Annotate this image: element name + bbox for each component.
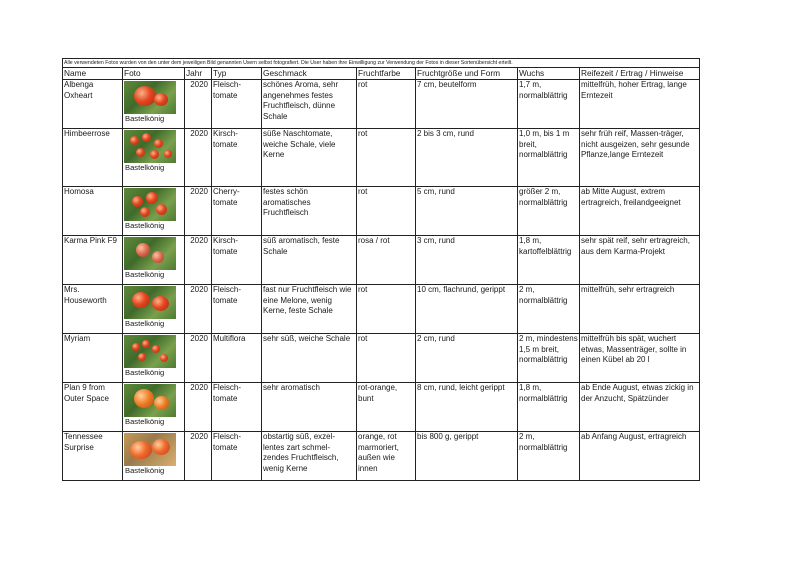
variety-name: Plan 9 from Outer Space <box>63 383 123 432</box>
notes: sehr spät reif, sehr ertragreich, aus dem Karma-Projekt <box>580 236 700 285</box>
header-foto: Foto <box>123 68 185 80</box>
photo-cell <box>123 383 185 432</box>
fruit-color: rot-orange, bunt <box>357 383 416 432</box>
notes: sehr früh reif, Massen-träger, nicht ausgeizen, sehr gesunde Pflanze,lange Erntezeit <box>580 129 700 187</box>
tomato-photo <box>124 188 176 221</box>
table-row <box>63 285 700 334</box>
variety-name: Mrs. Houseworth <box>63 285 123 334</box>
taste: fast nur Fruchtfleisch wie eine Melone, wenig Kerne, feste Schale <box>262 285 357 334</box>
header-jahr: Jahr <box>185 68 212 80</box>
type: Fleisch-tomate <box>212 80 262 129</box>
photo-cell <box>123 129 185 187</box>
taste: festes schön aromatisches Fruchtfleisch <box>262 187 357 236</box>
header-geschmack: Geschmack <box>262 68 357 80</box>
table-row <box>63 187 700 236</box>
growth: 2 m, normalblättrig <box>518 432 580 481</box>
header-typ: Typ <box>212 68 262 80</box>
table-row <box>63 432 700 481</box>
fruit-color: rot <box>357 80 416 129</box>
fruit-size: 8 cm, rund, leicht gerippt <box>416 383 518 432</box>
notes: ab Ende August, etwas zickig in der Anzucht, Spätzünder <box>580 383 700 432</box>
type: Multiflora <box>212 334 262 383</box>
fruit-size: 5 cm, rund <box>416 187 518 236</box>
photo-cell <box>123 80 185 129</box>
notes: mittelfrüh, hoher Ertrag, lange Erntezeit <box>580 80 700 129</box>
header-wuchs: Wuchs <box>518 68 580 80</box>
fruit-size: 3 cm, rund <box>416 236 518 285</box>
year: 2020 <box>185 187 212 236</box>
notes: ab Anfang August, ertragreich <box>580 432 700 481</box>
variety-name: Myriam <box>63 334 123 383</box>
table-row <box>63 80 700 129</box>
type: Cherry-tomate <box>212 187 262 236</box>
growth: 1,8 m, kartoffelblättrig <box>518 236 580 285</box>
photo-credit: Bastelkönig <box>125 368 165 377</box>
photo-credit: Bastelkönig <box>125 163 165 172</box>
fruit-size: 2 cm, rund <box>416 334 518 383</box>
fruit-color: orange, rot marmoriert, außen wie innen <box>357 432 416 481</box>
photo-cell <box>123 285 185 334</box>
variety-name: Homosa <box>63 187 123 236</box>
photo-cell <box>123 432 185 481</box>
year: 2020 <box>185 334 212 383</box>
photo-cell <box>123 187 185 236</box>
variety-table <box>62 58 700 481</box>
photo-note-row <box>63 59 700 68</box>
notes: mittelfrüh, sehr ertragreich <box>580 285 700 334</box>
tomato-photo <box>124 335 176 368</box>
photo-credit: Bastelkönig <box>125 114 165 123</box>
year: 2020 <box>185 129 212 187</box>
tomato-photo <box>124 286 176 319</box>
fruit-color: rosa / rot <box>357 236 416 285</box>
table-row <box>63 383 700 432</box>
taste: süß aromatisch, feste Schale <box>262 236 357 285</box>
taste: süße Naschtomate, weiche Schale, viele Kerne <box>262 129 357 187</box>
year: 2020 <box>185 432 212 481</box>
header-fruchtfarbe: Fruchtfarbe <box>357 68 416 80</box>
fruit-size: 2 bis 3 cm, rund <box>416 129 518 187</box>
growth: 2 m, normalblättrig <box>518 285 580 334</box>
photo-credit: Bastelkönig <box>125 221 165 230</box>
variety-name: Tennessee Surprise <box>63 432 123 481</box>
taste: sehr aromatisch <box>262 383 357 432</box>
growth: 2 m, mindestens 1,5 m breit, normalblättrig <box>518 334 580 383</box>
header-name: Name <box>63 68 123 80</box>
variety-name: Albenga Oxheart <box>63 80 123 129</box>
taste: sehr süß, weiche Schale <box>262 334 357 383</box>
type: Kirsch-tomate <box>212 236 262 285</box>
table-row <box>63 236 700 285</box>
fruit-color: rot <box>357 187 416 236</box>
tomato-photo <box>124 130 176 163</box>
year: 2020 <box>185 80 212 129</box>
photo-credit: Bastelkönig <box>125 417 165 426</box>
fruit-color: rot <box>357 129 416 187</box>
photo-credit: Bastelkönig <box>125 270 165 279</box>
type: Fleisch-tomate <box>212 285 262 334</box>
taste: schönes Aroma, sehr angenehmes festes Fruchtfleisch, dünne Schale <box>262 80 357 129</box>
fruit-size: bis 800 g, gerippt <box>416 432 518 481</box>
growth: 1,8 m, normalblättrig <box>518 383 580 432</box>
photo-note: Alle verwendeten Fotos wurden von den unter dem jeweiligen Bild genannten Usern selbst fotografiert. Die User haben ihre Einwilligung zur Verwendung der Fotos in dieser Sortenübersicht erteilt. <box>63 59 700 68</box>
table-row <box>63 334 700 383</box>
photo-credit: Bastelkönig <box>125 319 165 328</box>
growth: 1,0 m, bis 1 m breit, normalblättrig <box>518 129 580 187</box>
notes: mittelfrüh bis spät, wuchert etwas, Massenträger, sollte in einen Kübel ab 20 l <box>580 334 700 383</box>
header-hinweise: Reifezeit / Ertrag / Hinweise <box>580 68 700 80</box>
growth: 1,7 m, normalblättrig <box>518 80 580 129</box>
year: 2020 <box>185 383 212 432</box>
notes: ab Mitte August, extrem ertragreich, freilandgeeignet <box>580 187 700 236</box>
table-row <box>63 129 700 187</box>
growth: größer 2 m, normalblättrig <box>518 187 580 236</box>
tomato-photo <box>124 433 176 466</box>
fruit-color: rot <box>357 285 416 334</box>
fruit-size: 7 cm, beutelform <box>416 80 518 129</box>
photo-credit: Bastelkönig <box>125 466 165 475</box>
photo-cell <box>123 236 185 285</box>
year: 2020 <box>185 236 212 285</box>
header-row <box>63 68 700 80</box>
year: 2020 <box>185 285 212 334</box>
variety-name: Himbeerrose <box>63 129 123 187</box>
tomato-photo <box>124 81 176 114</box>
variety-name: Karma Pink F9 <box>63 236 123 285</box>
photo-cell <box>123 334 185 383</box>
taste: obstartig süß, exzel-lentes zart schmel-zendes Fruchtfleisch, wenig Kerne <box>262 432 357 481</box>
header-fruchtgroesse: Fruchtgröße und Form <box>416 68 518 80</box>
variety-sheet <box>62 58 699 481</box>
type: Kirsch-tomate <box>212 129 262 187</box>
tomato-photo <box>124 384 176 417</box>
type: Fleisch-tomate <box>212 383 262 432</box>
fruit-size: 10 cm, flachrund, gerippt <box>416 285 518 334</box>
fruit-color: rot <box>357 334 416 383</box>
tomato-photo <box>124 237 176 270</box>
type: Fleisch-tomate <box>212 432 262 481</box>
